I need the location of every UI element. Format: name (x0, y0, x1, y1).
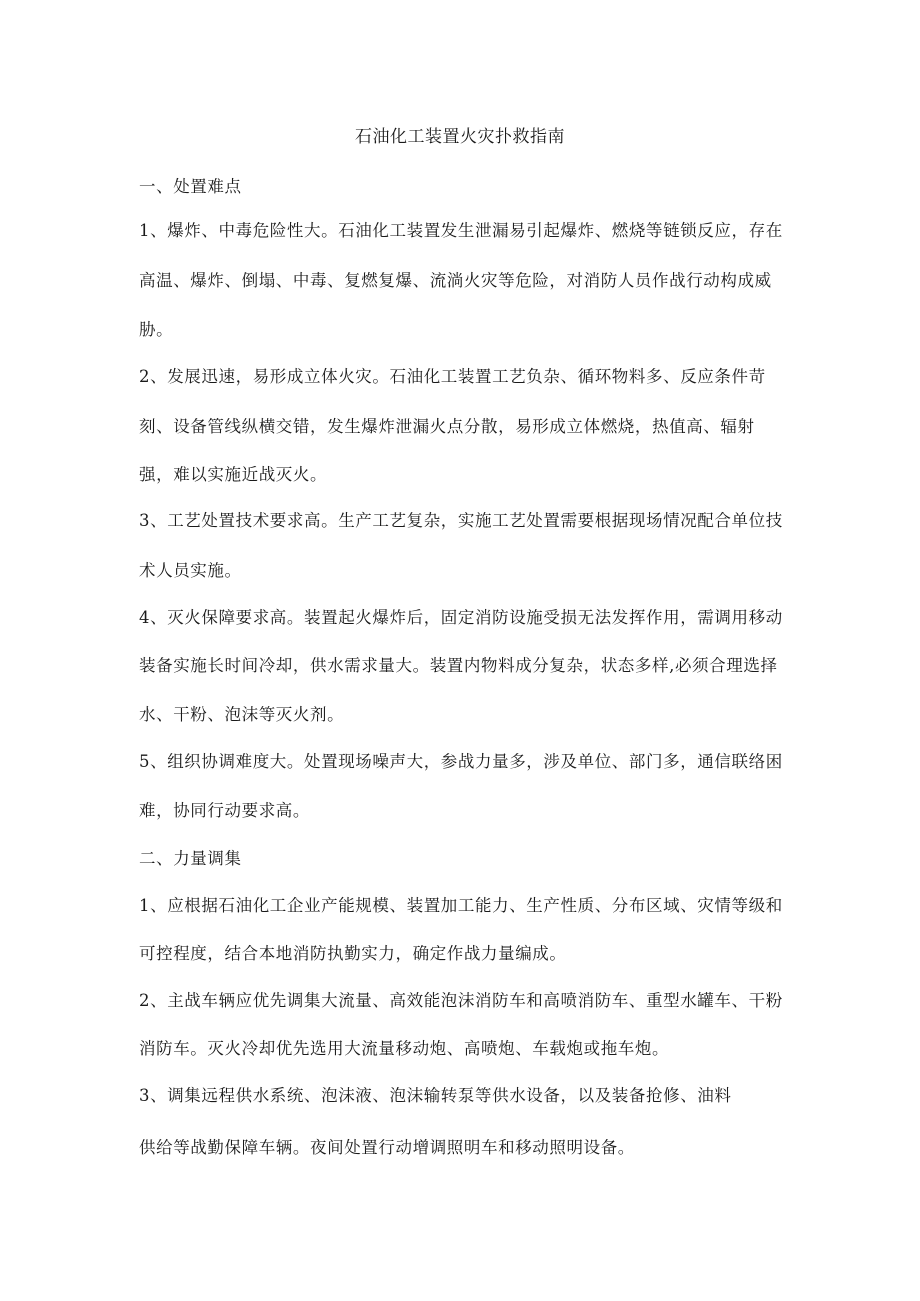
paragraph-line: 1、爆炸、中毒危险性大。石油化工装置发生泄漏易引起爆炸、燃烧等链锁反应，存在 (139, 221, 783, 240)
document-title: 石油化工装置火灾扑救指南 (355, 127, 565, 147)
section-heading-1: 一、处置难点 (139, 177, 242, 196)
paragraph-line: 刻、设备管线纵横交错，发生爆炸泄漏火点分散，易形成立体燃烧，热值高、辐射 (139, 417, 755, 436)
paragraph-line: 3、调集远程供水系统、泡沫液、泡沫输转泵等供水设备，以及装备抢修、油料 (139, 1086, 732, 1105)
paragraph-line: 高温、爆炸、倒塌、中毒、复燃复爆、流淌火灾等危险，对消防人员作战行动构成威 (139, 271, 772, 290)
paragraph-line: 可控程度，结合本地消防执勤实力，确定作战力量编成。 (139, 944, 567, 963)
paragraph-line: 胁。 (139, 320, 174, 339)
paragraph-line: 2、发展迅速，易形成立体火灾。石油化工装置工艺负杂、循环物料多、反应条件苛 (139, 367, 766, 386)
paragraph-line: 4、灭火保障要求高。装置起火爆炸后，固定消防设施受损无法发挥作用，需调用移动 (139, 608, 783, 627)
paragraph-line: 消防车。灭火冷却优先选用大流量移动炮、高喷炮、车载炮或拖车炮。 (139, 1039, 670, 1058)
paragraph-line: 术人员实施。 (139, 561, 242, 580)
paragraph-line: 供给等战勤保障车辆。夜间处置行动增调照明车和移动照明设备。 (139, 1138, 635, 1157)
paragraph-line: 水、干粉、泡沫等灭火剂。 (139, 705, 345, 724)
paragraph-line: 强，难以实施近战灭火。 (139, 465, 328, 484)
section-heading-2: 二、力量调集 (139, 849, 242, 868)
paragraph-line: 5、组织协调难度大。处置现场噪声大，参战力量多，涉及单位、部门多，通信联络困 (139, 752, 783, 771)
paragraph-line: 3、工艺处置技术要求高。生产工艺复杂，实施工艺处置需要根据现场情况配合单位技 (139, 511, 783, 530)
paragraph-line: 1、应根据石油化工企业产能规模、装置加工能力、生产性质、分布区域、灾情等级和 (139, 896, 783, 915)
paragraph-line: 难，协同行动要求高。 (139, 801, 310, 820)
paragraph-line: 2、主战车辆应优先调集大流量、高效能泡沫消防车和高喷消防车、重型水罐车、干粉 (139, 991, 783, 1010)
paragraph-line: 装备实施长时间冷却，供水需求量大。装置内物料成分复杂，状态多样,必须合理选择 (139, 656, 778, 675)
